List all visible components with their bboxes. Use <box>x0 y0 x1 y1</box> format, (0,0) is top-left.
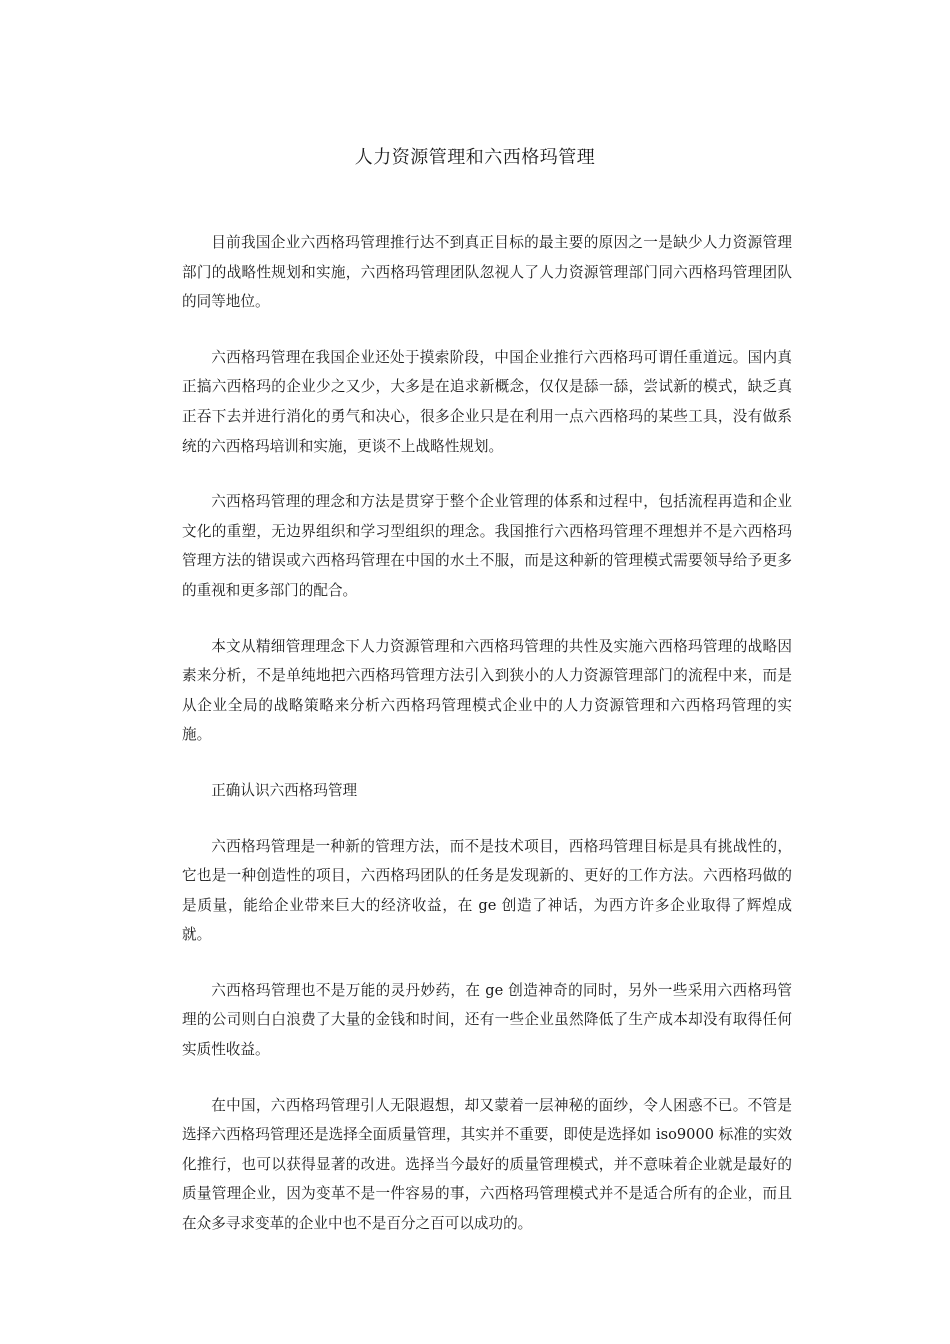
paragraph-3: 六西格玛管理的理念和方法是贯穿于整个企业管理的体系和过程中，包括流程再造和企业文化的重塑，无边界组织和学习型组织的理念。我国推行六西格玛管理不理想并不是六西格玛管理方法的错误或六西格玛管理在中国的水土不服，而是这种新的管理模式需要领导给予更多的重视和更多部门的配合。 <box>182 493 792 599</box>
document-body <box>182 228 792 1265</box>
paragraph-6: 六西格玛管理也不是万能的灵丹妙药，在 ge 创造神奇的同时，另外一些采用六西格玛管理的公司则白白浪费了大量的金钱和时间，还有一些企业虽然降低了生产成本却没有取得任何实质性收益。 <box>182 981 792 1059</box>
paragraph-1: 目前我国企业六西格玛管理推行达不到真正目标的最主要的原因之一是缺少人力资源管理部门的战略性规划和实施，六西格玛管理团队忽视人了人力资源管理部门同六西格玛管理团队的同等地位。 <box>182 234 792 311</box>
paragraph-7: 在中国，六西格玛管理引人无限遐想，却又蒙着一层神秘的面纱，令人困惑不已。不管是选择六西格玛管理还是选择全面质量管理，其实并不重要，即使是选择如 iso9000 标准的实效化推行，也可以获得显著的改进。选择当今最好的质量管理模式，并不意味着企业就是最好的质量管理企业，因为变革不是一件容易的事，六西格玛管理模式并不是适合所有的企业，而且在众多寻求变革的企业中也不是百分之百可以成功的。 <box>182 1096 792 1233</box>
paragraph-2: 六西格玛管理在我国企业还处于摸索阶段，中国企业推行六西格玛可谓任重道远。国内真正搞六西格玛的企业少之又少，大多是在追求新概念，仅仅是舔一舔，尝试新的模式，缺乏真正吞下去并进行消化的勇气和决心，很多企业只是在利用一点六西格玛的某些工具，没有做系统的六西格玛培训和实施，更谈不上战略性规划。 <box>182 348 792 455</box>
paragraph-4: 本文从精细管理理念下人力资源管理和六西格玛管理的共性及实施六西格玛管理的战略因素来分析，不是单纯地把六西格玛管理方法引入到狭小的人力资源管理部门的流程中来，而是从企业全局的战略策略来分析六西格玛管理模式企业中的人力资源管理和六西格玛管理的实施。 <box>182 637 792 744</box>
paragraph-5: 六西格玛管理是一种新的管理方法，而不是技术项目，西格玛管理目标是具有挑战性的，它也是一种创造性的项目，六西格玛团队的任务是发现新的、更好的工作方法。六西格玛做的是质量，能给企业带来巨大的经济收益，在 ge 创造了神话，为西方许多企业取得了辉煌成就。 <box>182 837 792 944</box>
document-title: 人力资源管理和六西格玛管理 <box>354 147 596 168</box>
section-heading: 正确认识六西格玛管理 <box>211 781 358 799</box>
